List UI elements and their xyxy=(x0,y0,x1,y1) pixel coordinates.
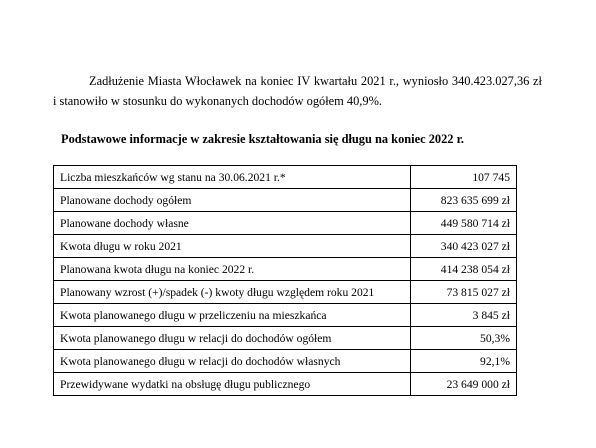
row-label: Kwota planowanego długu w relacji do dochodów własnych xyxy=(54,350,411,373)
row-label: Planowane dochody własne xyxy=(54,212,411,235)
table-row xyxy=(54,235,517,258)
row-value: 107 745 xyxy=(411,166,517,189)
intro-line-2: i stanowiło w stosunku do wykonanych dochodów ogółem 40,9%. xyxy=(53,94,383,108)
table-row xyxy=(54,304,517,327)
debt-info-table xyxy=(53,165,517,396)
row-value: 449 580 714 zł xyxy=(411,212,517,235)
row-label: Planowane dochody ogółem xyxy=(54,189,411,212)
row-value: 92,1% xyxy=(411,350,517,373)
row-value: 73 815 027 zł xyxy=(411,281,517,304)
row-value: 340 423 027 zł xyxy=(411,235,517,258)
row-label: Liczba mieszkańców wg stanu na 30.06.2021 r.* xyxy=(54,166,411,189)
row-value: 823 635 699 zł xyxy=(411,189,517,212)
row-label: Kwota długu w roku 2021 xyxy=(54,235,411,258)
table-row xyxy=(54,212,517,235)
row-value: 3 845 zł xyxy=(411,304,517,327)
table-row xyxy=(54,281,517,304)
row-label: Planowany wzrost (+)/spadek (-) kwoty długu względem roku 2021 xyxy=(54,281,411,304)
row-value: 23 649 000 zł xyxy=(411,373,517,396)
row-value: 414 238 054 zł xyxy=(411,258,517,281)
table-row xyxy=(54,350,517,373)
table-row xyxy=(54,258,517,281)
table-row xyxy=(54,327,517,350)
row-label: Kwota planowanego długu w przeliczeniu na mieszkańca xyxy=(54,304,411,327)
section-heading: Podstawowe informacje w zakresie kształtowania się długu na koniec 2022 r. xyxy=(61,132,465,146)
row-label: Przewidywane wydatki na obsługę długu publicznego xyxy=(54,373,411,396)
row-value: 50,3% xyxy=(411,327,517,350)
table-row xyxy=(54,189,517,212)
intro-line-1: Zadłużenie Miasta Włocławek na koniec IV kwartału 2021 r., wyniosło 340.423.027,36 zł xyxy=(89,74,542,88)
row-label: Kwota planowanego długu w relacji do dochodów ogółem xyxy=(54,327,411,350)
intro-paragraph xyxy=(53,71,542,111)
row-label: Planowana kwota długu na koniec 2022 r. xyxy=(54,258,411,281)
table-row xyxy=(54,373,517,396)
table-row xyxy=(54,166,517,189)
